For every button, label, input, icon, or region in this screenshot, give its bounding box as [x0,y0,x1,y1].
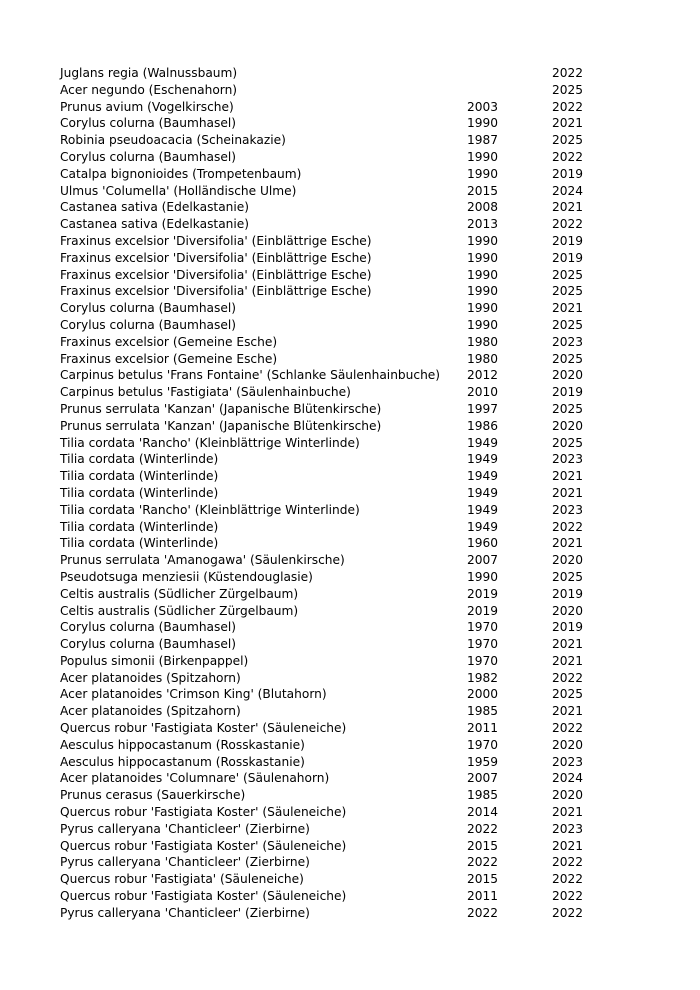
planting-year-cell: 1987 [467,133,499,148]
tree-name-cell: Robinia pseudoacacia (Scheinakazie) [60,133,286,148]
inspection-year-cell: 2022 [552,889,584,904]
table-row [60,384,620,401]
planting-year-cell: 1990 [467,149,499,164]
planting-year-cell: 2022 [467,821,499,836]
table-row [60,199,620,216]
tree-name-cell: Pyrus calleryana 'Chanticleer' (Zierbirne) [60,821,310,836]
planting-year-cell: 1970 [467,637,499,652]
table-row [60,99,620,116]
inspection-year-cell: 2021 [552,805,584,820]
table-row [60,569,620,586]
planting-year-cell: 2013 [467,217,499,232]
tree-name-cell: Pseudotsuga menziesii (Küstendouglasie) [60,569,313,584]
table-row [60,686,620,703]
tree-name-cell: Tilia cordata (Winterlinde) [60,519,219,534]
tree-name-cell: Juglans regia (Walnussbaum) [60,66,238,80]
inspection-year-cell: 2022 [552,149,584,164]
tree-name-cell: Corylus colurna (Baumhasel) [60,116,237,131]
tree-name-cell: Tilia cordata (Winterlinde) [60,452,219,467]
tree-name-cell: Castanea sativa (Edelkastanie) [60,200,250,215]
inspection-year-cell: 2021 [552,301,584,316]
inspection-year-cell: 2022 [552,872,584,887]
inspection-year-cell: 2021 [552,536,584,551]
table-row [60,619,620,636]
table-row [60,670,620,687]
table-row [60,435,620,452]
tree-name-cell: Fraxinus excelsior (Gemeine Esche) [60,351,278,366]
table-row [60,250,620,267]
planting-year-cell: 2012 [467,368,499,383]
tree-name-cell: Fraxinus excelsior 'Diversifolia' (Einblättrige Esche) [60,284,372,299]
inspection-year-cell: 2019 [552,385,584,400]
table-row [60,334,620,351]
tree-name-cell: Celtis australis (Südlicher Zürgelbaum) [60,603,299,618]
tree-name-cell: Castanea sativa (Edelkastanie) [60,217,250,232]
tree-name-cell: Corylus colurna (Baumhasel) [60,149,237,164]
inspection-year-cell: 2025 [552,317,584,332]
inspection-year-cell: 2022 [552,99,584,114]
tree-name-cell: Prunus cerasus (Sauerkirsche) [60,788,246,803]
table-row [60,317,620,334]
planting-year-cell: 1960 [467,536,499,551]
table-row [60,653,620,670]
planting-year-cell: 2014 [467,805,499,820]
table-row [60,854,620,871]
inspection-year-cell: 2024 [552,183,584,198]
tree-name-cell: Fraxinus excelsior 'Diversifolia' (Einblättrige Esche) [60,267,372,282]
inspection-year-cell: 2021 [552,200,584,215]
planting-year-cell: 1959 [467,754,499,769]
table-row [60,233,620,250]
tree-name-cell: Prunus serrulata 'Kanzan' (Japanische Blütenkirsche) [60,418,382,433]
inspection-year-cell: 2024 [552,771,584,786]
planting-year-cell: 1980 [467,334,499,349]
table-row [60,149,620,166]
inspection-year-cell: 2025 [552,267,584,282]
planting-year-cell: 1990 [467,116,499,131]
table-row [60,905,620,922]
tree-name-cell: Quercus robur 'Fastigiata' (Säuleneiche) [60,872,304,887]
planting-year-cell: 2019 [467,586,499,601]
table-row [60,787,620,804]
tree-name-cell: Fraxinus excelsior 'Diversifolia' (Einblättrige Esche) [60,250,372,265]
planting-year-cell: 1985 [467,788,499,803]
planting-year-cell: 1990 [467,284,499,299]
planting-year-cell: 2007 [467,771,499,786]
table-row [60,401,620,418]
planting-year-cell: 2015 [467,872,499,887]
tree-name-cell: Aesculus hippocastanum (Rosskastanie) [60,737,305,752]
inspection-year-cell: 2025 [552,82,584,97]
tree-name-cell: Pyrus calleryana 'Chanticleer' (Zierbirne) [60,905,310,920]
planting-year-cell: 1980 [467,351,499,366]
tree-name-cell: Corylus colurna (Baumhasel) [60,637,237,652]
inspection-year-cell: 2025 [552,133,584,148]
inspection-year-cell: 2020 [552,553,584,568]
table-row [60,888,620,905]
inspection-year-cell: 2022 [552,855,584,870]
planting-year-cell: 1985 [467,704,499,719]
table-row [60,838,620,855]
table-row [60,871,620,888]
inspection-year-cell: 2020 [552,418,584,433]
inspection-year-cell: 2020 [552,788,584,803]
inspection-year-cell: 2025 [552,351,584,366]
inspection-year-cell: 2019 [552,586,584,601]
inspection-year-cell: 2022 [552,66,584,80]
planting-year-cell: 1949 [467,519,499,534]
planting-year-cell: 2022 [467,855,499,870]
tree-name-cell: Quercus robur 'Fastigiata Koster' (Säuleneiche) [60,805,347,820]
table-row [60,468,620,485]
planting-year-cell: 1949 [467,485,499,500]
table-row [60,451,620,468]
tree-name-cell: Tilia cordata (Winterlinde) [60,536,219,551]
inspection-year-cell: 2022 [552,905,584,920]
planting-year-cell: 1990 [467,166,499,181]
planting-year-cell: 2003 [467,99,499,114]
tree-name-cell: Quercus robur 'Fastigiata Koster' (Säuleneiche) [60,889,347,904]
inspection-year-cell: 2025 [552,284,584,299]
tree-name-cell: Acer platanoides 'Crimson King' (Blutahorn) [60,687,327,702]
table-row [60,166,620,183]
inspection-year-cell: 2021 [552,838,584,853]
planting-year-cell: 2010 [467,385,499,400]
tree-name-cell: Prunus serrulata 'Kanzan' (Japanische Blütenkirsche) [60,401,382,416]
tree-name-cell: Quercus robur 'Fastigiata Koster' (Säuleneiche) [60,838,347,853]
tree-name-cell: Corylus colurna (Baumhasel) [60,620,237,635]
inspection-year-cell: 2020 [552,603,584,618]
table-row [60,737,620,754]
inspection-year-cell: 2019 [552,233,584,248]
table-row [60,603,620,620]
inspection-year-cell: 2023 [552,334,584,349]
inspection-year-cell: 2023 [552,754,584,769]
planting-year-cell: 2019 [467,603,499,618]
tree-name-cell: Acer platanoides 'Columnare' (Säulenahorn) [60,771,330,786]
table-row [60,720,620,737]
planting-year-cell: 1990 [467,317,499,332]
tree-name-cell: Celtis australis (Südlicher Zürgelbaum) [60,586,299,601]
inspection-year-cell: 2021 [552,637,584,652]
table-row [60,351,620,368]
table-row [60,552,620,569]
inspection-year-cell: 2022 [552,519,584,534]
planting-year-cell: 1949 [467,502,499,517]
tree-list-table [60,65,620,922]
table-row [60,82,620,99]
tree-name-cell: Corylus colurna (Baumhasel) [60,301,237,316]
tree-name-cell: Carpinus betulus 'Frans Fontaine' (Schlanke Säulenhainbuche) [60,368,441,383]
tree-name-cell: Tilia cordata 'Rancho' (Kleinblättrige Winterlinde) [60,502,360,517]
planting-year-cell: 2000 [467,687,499,702]
planting-year-cell: 2011 [467,721,499,736]
planting-year-cell: 1990 [467,267,499,282]
table-row [60,65,620,82]
tree-name-cell: Acer platanoides (Spitzahorn) [60,704,241,719]
planting-year-cell: 1949 [467,469,499,484]
planting-year-cell: 1990 [467,569,499,584]
inspection-year-cell: 2025 [552,569,584,584]
tree-name-cell: Acer negundo (Eschenahorn) [60,82,238,97]
inspection-year-cell: 2019 [552,620,584,635]
table-row [60,502,620,519]
inspection-year-cell: 2023 [552,821,584,836]
inspection-year-cell: 2021 [552,653,584,668]
table-row [60,586,620,603]
tree-name-cell: Prunus avium (Vogelkirsche) [60,99,234,114]
inspection-year-cell: 2020 [552,737,584,752]
tree-name-cell: Tilia cordata 'Rancho' (Kleinblättrige Winterlinde) [60,435,360,450]
planting-year-cell: 1986 [467,418,499,433]
planting-year-cell: 1997 [467,401,499,416]
tree-name-cell: Ulmus 'Columella' (Holländische Ulme) [60,183,297,198]
inspection-year-cell: 2025 [552,435,584,450]
table-row [60,267,620,284]
planting-year-cell: 1949 [467,452,499,467]
planting-year-cell: 1949 [467,435,499,450]
planting-year-cell: 1970 [467,737,499,752]
tree-name-cell: Fraxinus excelsior 'Diversifolia' (Einblättrige Esche) [60,233,372,248]
table-row [60,183,620,200]
tree-name-cell: Carpinus betulus 'Fastigiata' (Säulenhainbuche) [60,385,351,400]
inspection-year-cell: 2021 [552,116,584,131]
table-row [60,115,620,132]
planting-year-cell: 1982 [467,670,499,685]
planting-year-cell: 1990 [467,301,499,316]
planting-year-cell: 1990 [467,250,499,265]
inspection-year-cell: 2023 [552,452,584,467]
inspection-year-cell: 2025 [552,401,584,416]
table-row [60,519,620,536]
tree-name-cell: Populus simonii (Birkenpappel) [60,653,249,668]
table-row [60,821,620,838]
inspection-year-cell: 2021 [552,485,584,500]
inspection-year-cell: 2021 [552,469,584,484]
inspection-year-cell: 2022 [552,721,584,736]
inspection-year-cell: 2019 [552,166,584,181]
table-row [60,132,620,149]
inspection-year-cell: 2022 [552,670,584,685]
planting-year-cell: 2008 [467,200,499,215]
table-row [60,300,620,317]
table-row [60,283,620,300]
tree-name-cell: Quercus robur 'Fastigiata Koster' (Säuleneiche) [60,721,347,736]
table-row [60,636,620,653]
tree-name-cell: Tilia cordata (Winterlinde) [60,485,219,500]
table-row [60,804,620,821]
tree-name-cell: Acer platanoides (Spitzahorn) [60,670,241,685]
tree-name-cell: Fraxinus excelsior (Gemeine Esche) [60,334,278,349]
planting-year-cell: 2015 [467,183,499,198]
inspection-year-cell: 2019 [552,250,584,265]
tree-name-cell: Corylus colurna (Baumhasel) [60,317,237,332]
table-row [60,703,620,720]
table-row [60,535,620,552]
table-row [60,754,620,771]
inspection-year-cell: 2023 [552,502,584,517]
table-row [60,770,620,787]
inspection-year-cell: 2020 [552,368,584,383]
inspection-year-cell: 2022 [552,217,584,232]
inspection-year-cell: 2025 [552,687,584,702]
table-row [60,367,620,384]
tree-name-cell: Aesculus hippocastanum (Rosskastanie) [60,754,305,769]
tree-name-cell: Tilia cordata (Winterlinde) [60,469,219,484]
tree-name-cell: Pyrus calleryana 'Chanticleer' (Zierbirne) [60,855,310,870]
tree-name-cell: Prunus serrulata 'Amanogawa' (Säulenkirsche) [60,553,345,568]
planting-year-cell: 1970 [467,620,499,635]
planting-year-cell: 2015 [467,838,499,853]
table-row [60,485,620,502]
table-row [60,418,620,435]
table-row [60,216,620,233]
inspection-year-cell: 2021 [552,704,584,719]
planting-year-cell: 2022 [467,905,499,920]
planting-year-cell: 1970 [467,653,499,668]
tree-name-cell: Catalpa bignonioides (Trompetenbaum) [60,166,302,181]
planting-year-cell: 2011 [467,889,499,904]
planting-year-cell: 2007 [467,553,499,568]
planting-year-cell: 1990 [467,233,499,248]
